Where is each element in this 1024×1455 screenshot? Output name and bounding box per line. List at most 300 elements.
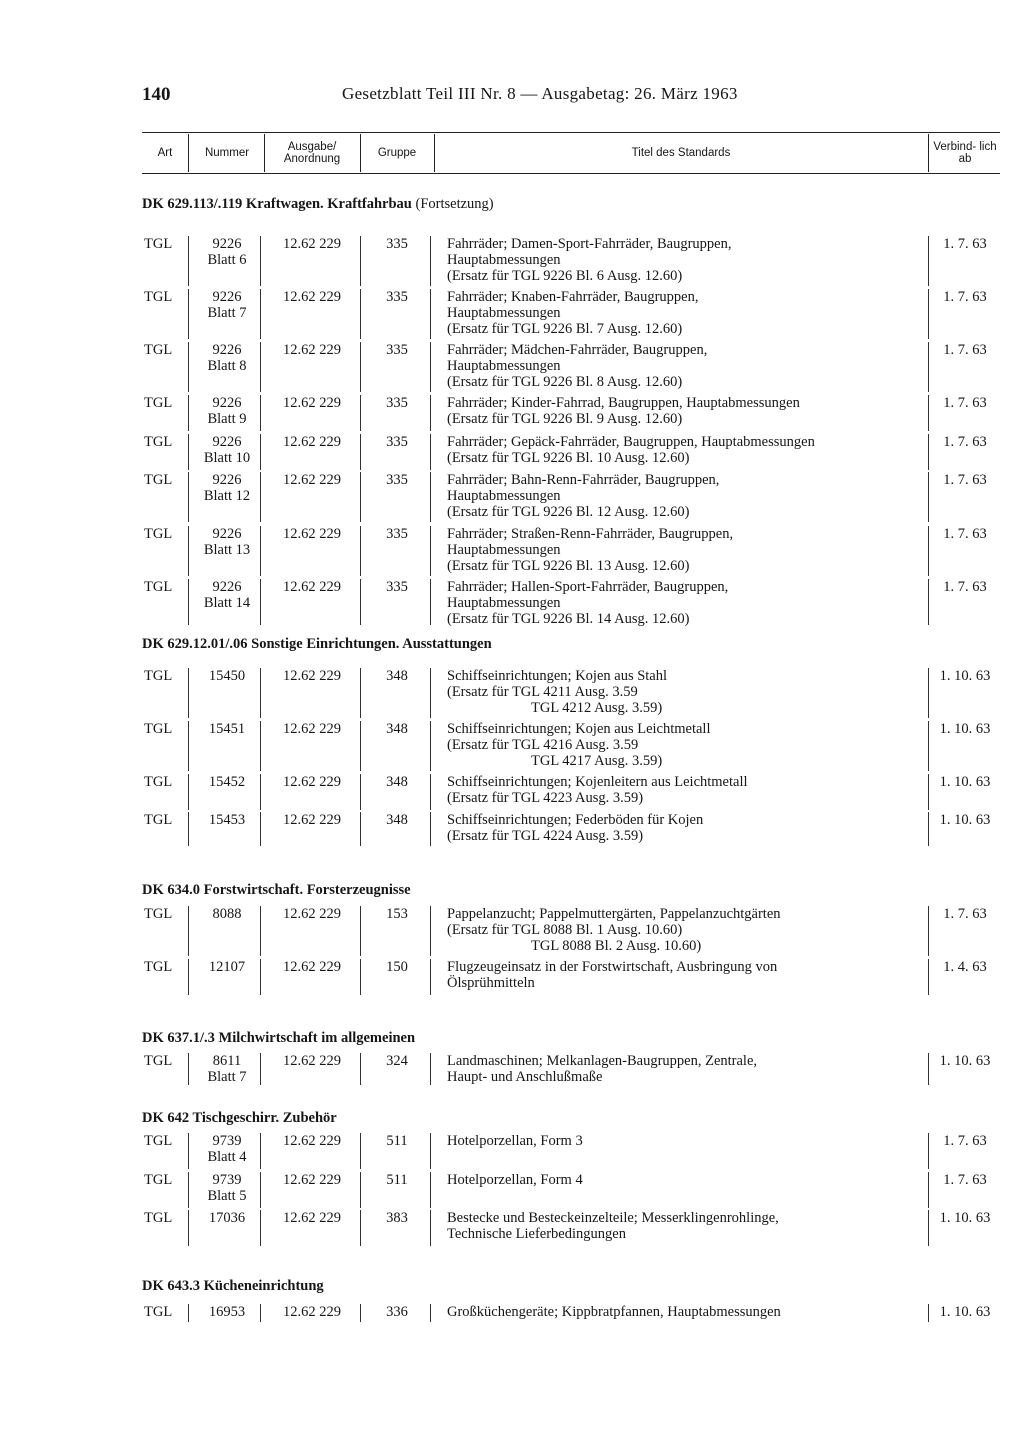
table-row	[142, 1172, 1000, 1208]
column-separator	[928, 959, 929, 995]
cell-gruppe: 150	[386, 959, 408, 975]
cell-nummer	[190, 1210, 264, 1226]
cell-verbindlich-ab: 1. 10. 63	[939, 1210, 991, 1226]
column-separator	[928, 1133, 929, 1169]
column-separator	[188, 395, 189, 431]
column-separator	[260, 668, 261, 718]
section-heading	[142, 196, 494, 213]
cell-nummer-line: 15452	[208, 774, 246, 790]
cell-titel-line: Fahrräder; Kinder-Fahrrad, Baugruppen, Hauptabmessungen	[447, 395, 800, 411]
column-separator	[260, 579, 261, 625]
column-separator	[928, 472, 929, 522]
cell-nummer-line: Blatt 8	[207, 358, 247, 374]
column-separator	[260, 395, 261, 431]
cell-titel	[447, 1304, 927, 1320]
cell-nummer	[190, 342, 264, 374]
cell-art: TGL	[144, 1210, 173, 1226]
cell-titel	[447, 1210, 927, 1242]
cell-titel	[447, 236, 927, 284]
cell-titel-line: Großküchengeräte; Kippbratpfannen, Hauptabmessungen	[447, 1304, 781, 1320]
column-separator	[430, 1304, 431, 1322]
column-header	[142, 132, 1000, 174]
cell-gruppe: 348	[386, 812, 408, 828]
column-separator	[928, 906, 929, 956]
cell-titel-line: Hauptabmessungen	[447, 358, 561, 374]
cell-verbindlich-ab: 1. 10. 63	[939, 812, 991, 828]
column-separator	[188, 774, 189, 810]
column-separator	[260, 342, 261, 392]
cell-gruppe: 335	[386, 289, 408, 305]
cell-titel-line: Fahrräder; Gepäck-Fahrräder, Baugruppen, Hauptabmessungen	[447, 434, 815, 450]
cell-gruppe: 335	[386, 236, 408, 252]
cell-verbindlich-ab: 1. 7. 63	[943, 1133, 987, 1149]
cell-gruppe: 348	[386, 721, 408, 737]
column-separator	[260, 434, 261, 470]
cell-nummer	[190, 1304, 264, 1320]
column-separator	[360, 959, 361, 995]
cell-ausgabe: 12.62 229	[283, 1172, 341, 1188]
cell-nummer	[190, 579, 264, 611]
column-separator	[360, 236, 361, 286]
cell-titel-line: Schiffseinrichtungen; Federböden für Kojen	[447, 812, 704, 828]
cell-titel	[447, 472, 927, 520]
cell-ausgabe: 12.62 229	[283, 1210, 341, 1226]
column-separator	[430, 289, 431, 339]
cell-verbindlich-ab: 1. 7. 63	[943, 434, 987, 450]
column-separator	[360, 434, 361, 470]
table-row	[142, 395, 1000, 431]
cell-art: TGL	[144, 236, 173, 252]
column-separator	[360, 774, 361, 810]
cell-titel-line: Fahrräder; Mädchen-Fahrräder, Baugruppen,	[447, 342, 708, 358]
column-separator	[260, 526, 261, 576]
column-separator	[928, 434, 929, 470]
column-separator	[188, 342, 189, 392]
cell-verbindlich-ab: 1. 7. 63	[943, 906, 987, 922]
cell-nummer-line: 9226	[212, 342, 242, 358]
cell-ausgabe: 12.62 229	[283, 472, 341, 488]
column-separator	[928, 1304, 929, 1322]
cell-titel-line: Flugzeugeinsatz in der Forstwirtschaft, Ausbringung von	[447, 959, 778, 975]
column-separator	[360, 526, 361, 576]
column-separator	[188, 1172, 189, 1208]
column-separator	[928, 236, 929, 286]
cell-nummer-line: Blatt 7	[207, 305, 247, 321]
cell-gruppe: 511	[386, 1133, 408, 1149]
col-art: Art	[157, 147, 173, 159]
cell-nummer-line: 16953	[208, 1304, 246, 1320]
cell-nummer-line: Blatt 12	[203, 488, 251, 504]
cell-ausgabe: 12.62 229	[283, 668, 341, 684]
column-separator	[928, 289, 929, 339]
cell-art: TGL	[144, 1172, 173, 1188]
cell-titel-line: (Ersatz für TGL 9226 Bl. 6 Ausg. 12.60)	[447, 268, 683, 284]
column-separator	[188, 812, 189, 846]
table-row	[142, 472, 1000, 522]
cell-titel	[447, 959, 927, 991]
cell-nummer	[190, 395, 264, 427]
column-separator	[188, 526, 189, 576]
column-separator	[928, 342, 929, 392]
column-separator	[188, 579, 189, 625]
table-row	[142, 959, 1000, 995]
col-nummer: Nummer	[204, 147, 250, 159]
cell-verbindlich-ab: 1. 10. 63	[939, 721, 991, 737]
column-separator	[260, 1133, 261, 1169]
column-separator	[260, 906, 261, 956]
table-row	[142, 289, 1000, 339]
cell-nummer-line: 9226	[212, 236, 242, 252]
cell-titel-line: (Ersatz für TGL 4223 Ausg. 3.59)	[447, 790, 644, 806]
cell-verbindlich-ab: 1. 7. 63	[943, 526, 987, 542]
table-row	[142, 342, 1000, 392]
cell-nummer	[190, 1133, 264, 1165]
cell-nummer	[190, 721, 264, 737]
cell-nummer-line: 17036	[208, 1210, 246, 1226]
col-titel: Titel des Standards	[631, 147, 731, 159]
cell-titel-line: (Ersatz für TGL 9226 Bl. 10 Ausg. 12.60)	[447, 450, 690, 466]
column-separator	[928, 668, 929, 718]
cell-nummer-line: 9226	[212, 472, 242, 488]
cell-titel-line: Hauptabmessungen	[447, 305, 561, 321]
cell-titel-line: Fahrräder; Damen-Sport-Fahrräder, Baugruppen,	[447, 236, 732, 252]
table-row	[142, 906, 1000, 956]
column-separator	[188, 721, 189, 771]
table-row	[142, 721, 1000, 771]
cell-art: TGL	[144, 1133, 173, 1149]
column-separator	[260, 236, 261, 286]
cell-verbindlich-ab: 1. 7. 63	[943, 579, 987, 595]
column-separator	[430, 1133, 431, 1169]
cell-nummer-line: 9226	[212, 526, 242, 542]
cell-gruppe: 324	[386, 1053, 408, 1069]
column-separator	[260, 472, 261, 522]
section-heading	[142, 1030, 415, 1047]
cell-titel	[447, 906, 927, 954]
cell-titel	[447, 289, 927, 337]
column-separator	[360, 1304, 361, 1322]
section-heading-text: DK 642 Tischgeschirr. Zubehör	[142, 1110, 337, 1126]
cell-titel-line: Hauptabmessungen	[447, 488, 561, 504]
table-row	[142, 579, 1000, 625]
cell-nummer-line: 8088	[212, 906, 242, 922]
table-row	[142, 668, 1000, 718]
cell-verbindlich-ab: 1. 10. 63	[939, 668, 991, 684]
header-divider	[264, 134, 265, 172]
column-separator	[188, 1133, 189, 1169]
cell-nummer-line: 12107	[208, 959, 246, 975]
header-divider	[188, 134, 189, 172]
column-separator	[430, 579, 431, 625]
cell-verbindlich-ab: 1. 7. 63	[943, 236, 987, 252]
column-separator	[430, 1172, 431, 1208]
cell-titel	[447, 1133, 927, 1149]
cell-ausgabe: 12.62 229	[283, 579, 341, 595]
cell-gruppe: 153	[386, 906, 408, 922]
section-heading-suffix: (Fortsetzung)	[411, 196, 494, 212]
cell-art: TGL	[144, 342, 173, 358]
cell-art: TGL	[144, 1304, 173, 1320]
header-divider	[360, 134, 361, 172]
cell-ausgabe: 12.62 229	[283, 721, 341, 737]
cell-titel	[447, 668, 927, 716]
table-row	[142, 1133, 1000, 1169]
cell-ausgabe: 12.62 229	[283, 434, 341, 450]
table-row	[142, 526, 1000, 576]
cell-nummer-line: 9226	[212, 434, 242, 450]
column-separator	[188, 434, 189, 470]
column-separator	[260, 1053, 261, 1085]
cell-ausgabe: 12.62 229	[283, 812, 341, 828]
table-row	[142, 236, 1000, 286]
col-verbindlich: Verbind- lich ab	[933, 141, 997, 165]
section-heading-text: DK 634.0 Forstwirtschaft. Forsterzeugnisse	[142, 882, 411, 898]
cell-nummer-line: Blatt 14	[203, 595, 251, 611]
cell-titel-line: (Ersatz für TGL 4216 Ausg. 3.59	[447, 737, 639, 753]
column-separator	[188, 472, 189, 522]
cell-titel-line: Hauptabmessungen	[447, 252, 561, 268]
cell-verbindlich-ab: 1. 7. 63	[943, 1172, 987, 1188]
cell-ausgabe: 12.62 229	[283, 1053, 341, 1069]
section-heading-text: DK 629.12.01/.06 Sonstige Einrichtungen. Ausstattungen	[142, 636, 492, 652]
cell-ausgabe: 12.62 229	[283, 1133, 341, 1149]
column-separator	[360, 721, 361, 771]
cell-nummer-line: Blatt 6	[207, 252, 247, 268]
column-separator	[928, 1210, 929, 1246]
cell-nummer	[190, 472, 264, 504]
cell-nummer	[190, 236, 264, 268]
cell-nummer-line: 15453	[208, 812, 246, 828]
column-separator	[430, 959, 431, 995]
section-heading	[142, 1110, 337, 1127]
cell-verbindlich-ab: 1. 4. 63	[943, 959, 987, 975]
header-divider	[434, 134, 435, 172]
cell-titel	[447, 395, 927, 427]
column-separator	[360, 289, 361, 339]
column-separator	[430, 472, 431, 522]
cell-ausgabe: 12.62 229	[283, 906, 341, 922]
column-separator	[360, 906, 361, 956]
cell-nummer-line: 9739	[212, 1133, 242, 1149]
cell-titel-line: (Ersatz für TGL 9226 Bl. 12 Ausg. 12.60)	[447, 504, 690, 520]
cell-titel	[447, 721, 927, 769]
cell-titel-line: Hauptabmessungen	[447, 595, 561, 611]
cell-nummer-line: Blatt 5	[207, 1188, 247, 1204]
cell-art: TGL	[144, 289, 173, 305]
section-heading	[142, 1278, 324, 1295]
column-separator	[928, 526, 929, 576]
column-separator	[260, 774, 261, 810]
cell-gruppe: 383	[386, 1210, 408, 1226]
cell-titel-line: Haupt- und Anschlußmaße	[447, 1069, 603, 1085]
cell-nummer-line: Blatt 4	[207, 1149, 247, 1165]
cell-verbindlich-ab: 1. 10. 63	[939, 1304, 991, 1320]
cell-titel	[447, 774, 927, 806]
cell-art: TGL	[144, 434, 173, 450]
cell-verbindlich-ab: 1. 7. 63	[943, 342, 987, 358]
cell-nummer	[190, 526, 264, 558]
section-heading-text: DK 637.1/.3 Milchwirtschaft im allgemeinen	[142, 1030, 416, 1046]
cell-titel	[447, 579, 927, 627]
column-separator	[430, 1053, 431, 1085]
column-separator	[260, 721, 261, 771]
column-separator	[260, 1210, 261, 1246]
cell-titel-line: (Ersatz für TGL 9226 Bl. 14 Ausg. 12.60)	[447, 611, 690, 627]
cell-gruppe: 335	[386, 526, 408, 542]
cell-titel-line: Hotelporzellan, Form 3	[447, 1133, 583, 1149]
cell-titel-line: (Ersatz für TGL 9226 Bl. 13 Ausg. 12.60)	[447, 558, 690, 574]
column-separator	[430, 774, 431, 810]
column-separator	[928, 721, 929, 771]
cell-titel-line: Pappelanzucht; Pappelmuttergärten, Pappelanzuchtgärten	[447, 906, 781, 922]
cell-titel	[447, 1172, 927, 1188]
column-separator	[430, 1210, 431, 1246]
cell-titel	[447, 1053, 927, 1085]
column-separator	[430, 395, 431, 431]
cell-titel-line: Landmaschinen; Melkanlagen-Baugruppen, Zentrale,	[447, 1053, 758, 1069]
cell-titel-line: (Ersatz für TGL 4224 Ausg. 3.59)	[447, 828, 644, 844]
page-header	[142, 84, 802, 114]
cell-ausgabe: 12.62 229	[283, 526, 341, 542]
cell-titel	[447, 526, 927, 574]
column-separator	[360, 668, 361, 718]
column-separator	[928, 395, 929, 431]
column-separator	[360, 812, 361, 846]
cell-nummer-line: Blatt 7	[207, 1069, 247, 1085]
cell-nummer	[190, 774, 264, 790]
cell-art: TGL	[144, 668, 173, 684]
cell-titel	[447, 434, 927, 466]
column-separator	[360, 395, 361, 431]
cell-gruppe: 348	[386, 668, 408, 684]
cell-gruppe: 335	[386, 342, 408, 358]
cell-gruppe: 335	[386, 472, 408, 488]
column-separator	[260, 812, 261, 846]
cell-nummer-line: 15451	[208, 721, 246, 737]
cell-verbindlich-ab: 1. 7. 63	[943, 289, 987, 305]
cell-gruppe: 511	[386, 1172, 408, 1188]
cell-art: TGL	[144, 526, 173, 542]
cell-ausgabe: 12.62 229	[283, 289, 341, 305]
column-separator	[188, 1210, 189, 1246]
column-separator	[430, 721, 431, 771]
cell-verbindlich-ab: 1. 7. 63	[943, 472, 987, 488]
cell-nummer-line: Blatt 13	[203, 542, 251, 558]
section-heading-text: DK 643.3 Kücheneinrichtung	[142, 1278, 324, 1294]
cell-titel-line: (Ersatz für TGL 9226 Bl. 7 Ausg. 12.60)	[447, 321, 683, 337]
cell-titel-line: Hauptabmessungen	[447, 542, 561, 558]
cell-titel-line: Ölsprühmitteln	[447, 975, 535, 991]
cell-titel	[447, 342, 927, 390]
cell-ausgabe: 12.62 229	[283, 342, 341, 358]
cell-titel-line: (Ersatz für TGL 8088 Bl. 1 Ausg. 10.60)	[447, 922, 683, 938]
column-separator	[188, 1053, 189, 1085]
column-separator	[360, 579, 361, 625]
cell-nummer-line: 9226	[212, 579, 242, 595]
cell-art: TGL	[144, 395, 173, 411]
column-separator	[260, 1172, 261, 1208]
cell-nummer	[190, 668, 264, 684]
column-separator	[430, 906, 431, 956]
cell-ausgabe: 12.62 229	[283, 395, 341, 411]
col-gruppe: Gruppe	[377, 147, 417, 159]
cell-verbindlich-ab: 1. 10. 63	[939, 774, 991, 790]
cell-art: TGL	[144, 721, 173, 737]
cell-gruppe: 335	[386, 434, 408, 450]
cell-gruppe: 335	[386, 395, 408, 411]
column-separator	[430, 526, 431, 576]
cell-titel-line: Schiffseinrichtungen; Kojen aus Leichtmetall	[447, 721, 711, 737]
cell-titel-line: Fahrräder; Bahn-Renn-Fahrräder, Baugruppen,	[447, 472, 720, 488]
cell-art: TGL	[144, 812, 173, 828]
cell-titel-line: Hotelporzellan, Form 4	[447, 1172, 583, 1188]
cell-art: TGL	[144, 959, 173, 975]
column-separator	[360, 342, 361, 392]
section-heading	[142, 882, 411, 899]
table-row	[142, 774, 1000, 810]
cell-ausgabe: 12.62 229	[283, 774, 341, 790]
cell-titel-line: Fahrräder; Straßen-Renn-Fahrräder, Baugruppen,	[447, 526, 734, 542]
header-divider	[928, 134, 929, 172]
standards-table	[142, 182, 1000, 1322]
section-heading	[142, 636, 492, 653]
cell-titel-line: Schiffseinrichtungen; Kojenleitern aus Leichtmetall	[447, 774, 748, 790]
table-row	[142, 1304, 1000, 1322]
cell-art: TGL	[144, 472, 173, 488]
column-separator	[430, 236, 431, 286]
cell-nummer	[190, 906, 264, 922]
cell-nummer-line: 9226	[212, 289, 242, 305]
table-row	[142, 812, 1000, 846]
cell-titel-line: TGL 8088 Bl. 2 Ausg. 10.60)	[531, 938, 702, 954]
cell-ausgabe: 12.62 229	[283, 959, 341, 975]
section-heading-text: DK 629.113/.119 Kraftwagen. Kraftfahrbau	[142, 196, 412, 212]
cell-nummer-line: Blatt 9	[207, 411, 247, 427]
cell-titel-line: Technische Lieferbedingungen	[447, 1226, 626, 1242]
column-separator	[260, 1304, 261, 1322]
cell-nummer	[190, 289, 264, 321]
column-separator	[430, 434, 431, 470]
cell-nummer-line: 9739	[212, 1172, 242, 1188]
cell-verbindlich-ab: 1. 10. 63	[939, 1053, 991, 1069]
column-separator	[360, 1210, 361, 1246]
column-separator	[188, 668, 189, 718]
cell-gruppe: 335	[386, 579, 408, 595]
cell-titel-line: (Ersatz für TGL 9226 Bl. 9 Ausg. 12.60)	[447, 411, 683, 427]
column-separator	[360, 1053, 361, 1085]
cell-titel-line: Bestecke und Besteckeinzelteile; Messerklingenrohlinge,	[447, 1210, 779, 1226]
cell-nummer-line: Blatt 10	[203, 450, 251, 466]
column-separator	[260, 959, 261, 995]
col-ausgabe: Ausgabe/ Anordnung	[283, 141, 341, 165]
column-separator	[430, 812, 431, 846]
cell-nummer	[190, 1053, 264, 1085]
cell-art: TGL	[144, 1053, 173, 1069]
column-separator	[430, 668, 431, 718]
page-number: 140	[142, 84, 171, 105]
table-row	[142, 434, 1000, 470]
column-separator	[928, 1172, 929, 1208]
cell-ausgabe: 12.62 229	[283, 236, 341, 252]
cell-art: TGL	[144, 906, 173, 922]
column-separator	[188, 959, 189, 995]
column-separator	[188, 906, 189, 956]
column-separator	[430, 342, 431, 392]
cell-art: TGL	[144, 774, 173, 790]
cell-titel-line: (Ersatz für TGL 4211 Ausg. 3.59	[447, 684, 638, 700]
table-row	[142, 1053, 1000, 1085]
column-separator	[928, 579, 929, 625]
